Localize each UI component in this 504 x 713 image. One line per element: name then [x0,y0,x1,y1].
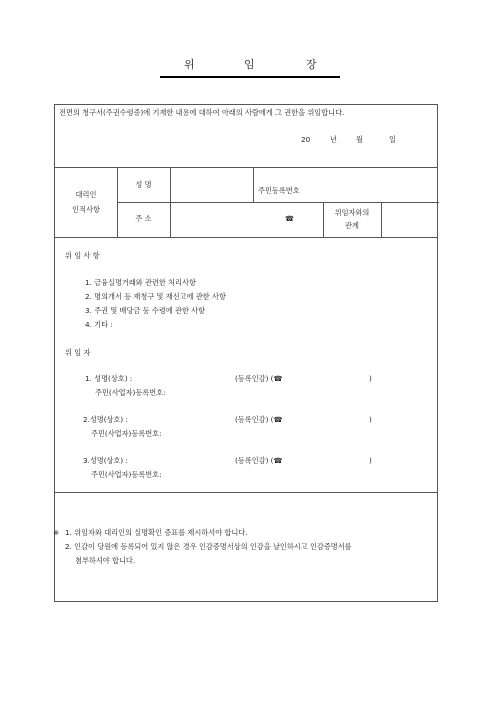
delegator-3-reg: 주민(사업자)등록번호: [91,470,162,479]
agent-col-divider-5 [381,202,382,237]
divider-notes [55,492,437,493]
date-day-label: 일 [389,135,396,144]
form-frame [54,104,438,602]
date-year-prefix: 20 [301,135,311,144]
delegator-2-name: 2.성명(상호) : [83,415,128,424]
date-month-label: 월 [356,135,363,144]
delegators-heading: 위 임 자 [65,348,91,357]
delegator-2-seal: (등록인감) (☎ [235,415,283,424]
note-1: 1. 위임자와 대리인의 실명확인 증표를 제시하셔야 합니다. [65,528,248,537]
title-char-1: 위 [184,58,195,71]
relation-label-line1: 위임자와의 [334,208,370,217]
divider-intro [55,167,437,168]
phone-icon: ☎ [285,214,294,223]
matter-item-1: 1. 금융실명거래와 관련한 처리사항 [85,278,196,287]
note-2-line1: 2. 인감이 당원에 등록되어 있지 않은 경우 인감증명서상의 인감을 날인하시고 인감증명서를 [65,542,352,551]
agent-label-line1: 대리인 [75,190,97,199]
agent-id-label: 주민등록번호 [258,186,300,195]
delegator-1-reg: 주민(사업자)등록번호: [95,388,166,397]
delegator-3-seal: (등록인감) (☎ [235,456,283,465]
matter-item-2: 2. 명의개서 등 재청구 및 재신고에 관한 사항 [85,292,226,301]
document-title [160,56,340,78]
agent-address-label: 주 소 [135,214,152,223]
agent-col-divider-3 [253,167,254,202]
date-year-label: 년 [330,135,337,144]
title-char-3: 장 [306,58,317,71]
agent-label-line2: 인적사항 [72,205,100,214]
delegator-3-name: 3.성명(상호) : [83,456,128,465]
matter-item-3: 3. 주권 및 배당금 등 수령에 관한 사항 [85,306,206,315]
relation-label-line2: 관계 [345,221,359,230]
agent-row-divider [117,202,439,203]
matters-heading: 위 임 사 항 [65,251,100,260]
delegator-3-close: ) [369,456,372,465]
delegator-1-name: 1. 성명(상호) : [85,374,133,383]
delegator-2-reg: 주민(사업자)등록번호: [91,429,162,438]
agent-name-label: 성 명 [135,180,152,189]
divider-agent [55,237,437,238]
intro-text: 전면의 청구서(주권수령증)에 기재한 내용에 대하여 아래의 사람에게 그 권한을 위임합니다. [59,108,345,117]
delegator-2-close: ) [369,415,372,424]
delegator-1-seal: (등록인감) (☎ [235,374,283,383]
notes-mark: ※ [53,528,60,537]
agent-col-divider-4 [323,202,324,237]
title-char-2: 임 [244,58,255,71]
delegator-1-close: ) [369,374,372,383]
note-2-line2: 첨부하셔야 합니다. [75,556,136,565]
matter-item-4: 4. 기타 : [85,320,113,329]
